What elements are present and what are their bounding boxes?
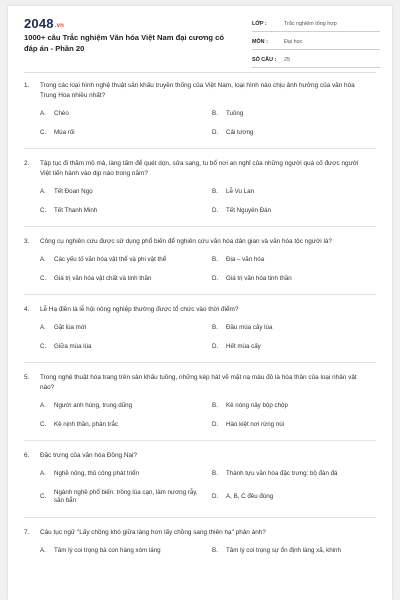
- question-number: 1.: [24, 82, 30, 89]
- option-letter: A.: [40, 256, 46, 263]
- question-text: Tập tục đi thăm mồ mả, làng tấm để quét dọn, sửa sang, tu bổ nơi an nghỉ của những người quá cố được người Việt tiến hành vào dịp nào trong năm?: [40, 160, 359, 177]
- option-letter: A.: [40, 470, 46, 477]
- option-text: Các yếu tố văn hóa vật thể và phi vật thể: [54, 256, 167, 263]
- answer-option[interactable]: [40, 402, 212, 411]
- option-text: A, B, C đều đúng: [226, 492, 274, 500]
- option-letter: B.: [212, 546, 218, 554]
- answer-option[interactable]: [40, 256, 212, 265]
- answer-option[interactable]: [212, 489, 384, 506]
- option-letter: C.: [40, 128, 47, 136]
- meta-label: SỐ CÂU :: [252, 56, 277, 63]
- answer-option[interactable]: [40, 324, 212, 333]
- question-divider: [24, 148, 376, 149]
- option-letter: B.: [212, 256, 218, 263]
- option-text: Tâm lý coi trọng bà con hàng xóm láng: [54, 546, 161, 554]
- question-divider: [24, 294, 376, 295]
- answer-option[interactable]: [40, 275, 212, 284]
- answer-option[interactable]: [40, 129, 212, 138]
- question-text: Đặc trưng của văn hóa Đồng Nai?: [40, 452, 137, 459]
- question-text: Lễ Hạ điền là lễ hội nông nghiệp thường được tổ chức vào thời điểm?: [40, 306, 239, 313]
- option-letter: A.: [40, 546, 46, 554]
- answer-option[interactable]: [40, 489, 212, 506]
- option-text: Giá trị văn hóa tinh thần: [226, 274, 292, 282]
- question-number: 6.: [24, 452, 30, 459]
- option-text: Tết Nguyên Đán: [226, 206, 272, 214]
- meta-value: 25: [284, 56, 290, 63]
- question-4: [8, 305, 392, 351]
- logo-text: 2048: [24, 16, 54, 31]
- meta-row-subject: [252, 34, 380, 50]
- answer-option[interactable]: [212, 547, 384, 556]
- question-text: Trong nghệ thuật hóa trang trên sân khấu tuồng, những kép hát vẽ mặt nạ màu đỏ là hóa thân của loại nhân vật nào?: [40, 374, 357, 391]
- question-number: 7.: [24, 528, 30, 536]
- option-text: Gặt lúa mới: [54, 324, 87, 331]
- option-letter: B.: [212, 324, 218, 331]
- question-1: [8, 81, 392, 137]
- option-letter: A.: [40, 188, 46, 195]
- site-logo[interactable]: [24, 16, 64, 31]
- answer-option[interactable]: [212, 402, 384, 411]
- option-text: Nghề nông, thủ công phát triển: [54, 470, 139, 477]
- option-text: Múa rối: [54, 128, 75, 136]
- answer-option[interactable]: [212, 324, 384, 333]
- answer-option[interactable]: [40, 470, 212, 479]
- option-text: Lễ Vu Lan: [226, 188, 254, 195]
- meta-box: [252, 16, 380, 70]
- meta-label: MÔN :: [252, 38, 268, 45]
- logo-suffix: .vn: [54, 23, 65, 29]
- question-text: Trong các loại hình nghệ thuật sân khấu truyền thống của Việt Nam, loại hình nào chịu ảnh hưởng của văn hóa Trung Hoa nhiều nhất?: [40, 82, 355, 99]
- option-text: Kẻ nịnh thần, phản trắc: [54, 420, 118, 428]
- option-letter: C.: [40, 274, 47, 282]
- option-text: Hết mùa cấy: [226, 342, 261, 350]
- answer-option[interactable]: [212, 110, 384, 119]
- meta-value: Đại học: [284, 38, 303, 45]
- header-divider: [24, 72, 376, 73]
- question-number: 3.: [24, 238, 30, 245]
- option-letter: A.: [40, 324, 46, 331]
- option-text: Địa – văn hóa: [226, 256, 265, 263]
- document-page: [8, 6, 392, 600]
- option-text: Ngành nghề phổ biến: trồng lúa cạn, làm nương rẫy, săn bắn: [54, 488, 198, 504]
- option-letter: D.: [212, 492, 219, 500]
- answer-option[interactable]: [40, 207, 212, 216]
- option-text: Kẻ nóng nảy bộp chộp: [226, 402, 288, 409]
- option-letter: D.: [212, 206, 219, 214]
- option-letter: C.: [40, 492, 47, 500]
- meta-row-count: [252, 52, 380, 68]
- question-divider: [24, 226, 376, 227]
- option-text: Tâm lý coi trọng sự ổn định làng xã, khinh: [226, 546, 341, 554]
- question-number: 5.: [24, 374, 30, 381]
- answer-option[interactable]: [212, 275, 384, 284]
- option-text: Giữa mùa lúa: [54, 342, 92, 350]
- question-3: [8, 237, 392, 283]
- answer-option[interactable]: [40, 343, 212, 352]
- option-text: Tuồng: [226, 110, 244, 117]
- question-number: 2.: [24, 160, 30, 167]
- option-letter: B.: [212, 470, 218, 477]
- option-text: Tết Đoan Ngọ: [54, 188, 93, 195]
- option-text: Tết Thanh Minh: [54, 206, 98, 214]
- option-text: Đầu mùa cấy lúa: [226, 324, 273, 331]
- option-letter: A.: [40, 110, 46, 117]
- answer-option[interactable]: [212, 188, 384, 197]
- answer-option[interactable]: [40, 188, 212, 197]
- option-letter: C.: [40, 342, 47, 350]
- option-text: Hào kiệt nơi rừng núi: [226, 420, 285, 428]
- option-letter: A.: [40, 402, 46, 409]
- answer-option[interactable]: [212, 343, 384, 352]
- answer-option[interactable]: [212, 470, 384, 479]
- answer-option[interactable]: [212, 421, 384, 430]
- option-letter: C.: [40, 206, 47, 214]
- answer-option[interactable]: [40, 421, 212, 430]
- option-letter: B.: [212, 188, 218, 195]
- answer-option[interactable]: [40, 110, 212, 119]
- option-text: Thành tựu văn hóa đặc trưng: bộ đàn đá: [226, 470, 338, 477]
- option-text: Giá trị văn hóa vật chất và tinh thần: [54, 274, 152, 282]
- question-7: [8, 528, 392, 556]
- question-2: [8, 159, 392, 215]
- question-number: 4.: [24, 306, 30, 313]
- meta-value: Trắc nghiệm tổng hợp: [284, 20, 337, 27]
- option-letter: D.: [212, 420, 219, 428]
- option-letter: C.: [40, 420, 47, 428]
- option-letter: B.: [212, 402, 218, 409]
- option-letter: D.: [212, 342, 219, 350]
- question-divider: [24, 362, 376, 363]
- question-6: [8, 451, 392, 506]
- option-text: Chèo: [54, 110, 69, 117]
- answer-option[interactable]: [212, 129, 384, 138]
- option-letter: D.: [212, 274, 219, 282]
- document-header: [8, 6, 392, 68]
- question-5: [8, 373, 392, 429]
- option-text: Người anh hùng, trung dũng: [54, 402, 133, 409]
- meta-row-class: [252, 16, 380, 32]
- question-list: [8, 81, 392, 555]
- question-divider: [24, 440, 376, 441]
- option-text: Cải lương: [226, 128, 254, 136]
- option-letter: B.: [212, 110, 218, 117]
- question-text: Câu tục ngữ "Lấy chồng khó giữa làng hơn lấy chồng sang thiên hạ" phản ánh?: [40, 528, 266, 536]
- answer-option[interactable]: [40, 547, 212, 556]
- question-divider: [24, 517, 376, 518]
- answer-option[interactable]: [212, 207, 384, 216]
- answer-option[interactable]: [212, 256, 384, 265]
- document-title: 1000+ câu Trắc nghiệm Văn hóa Việt Nam đại cương có đáp án - Phần 20: [24, 33, 225, 53]
- question-text: Công cụ nghiên cứu được sử dụng phổ biến để nghiên cứu văn hóa dân gian và văn hóa tộc người là?: [40, 238, 332, 245]
- meta-label: LỚP :: [252, 20, 267, 27]
- option-letter: D.: [212, 128, 219, 136]
